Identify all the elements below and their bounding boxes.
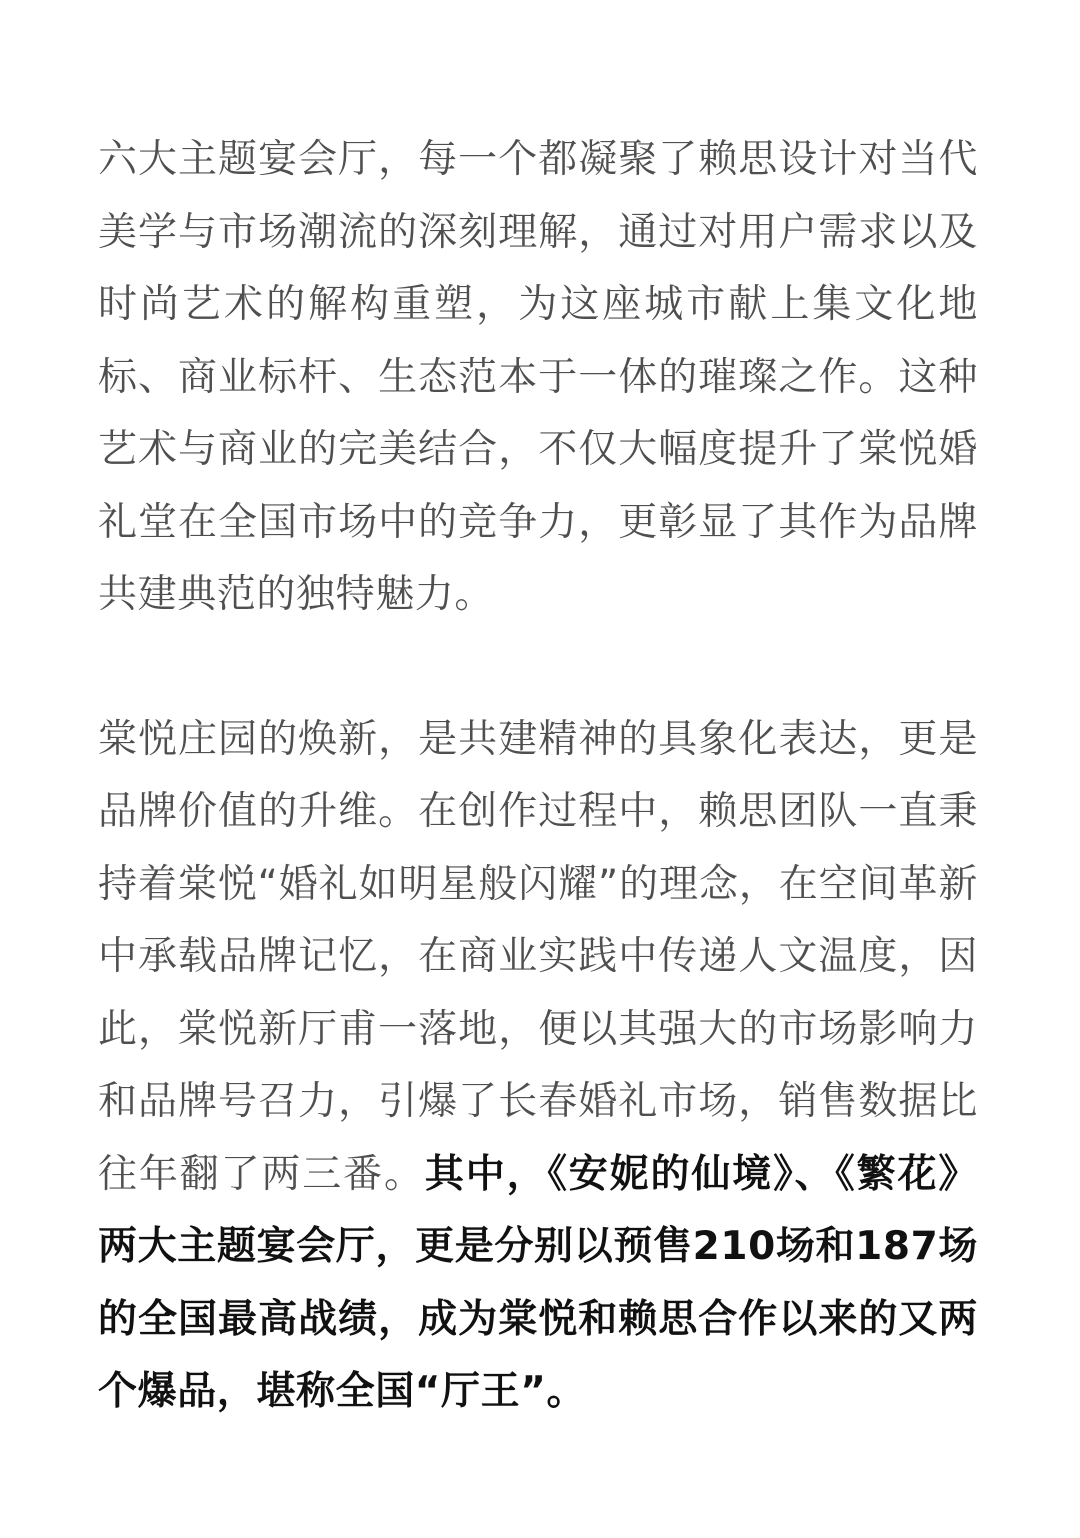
article-body <box>98 124 978 1429</box>
article-paragraph-1 <box>98 124 978 632</box>
paragraph-2-text: 棠悦庄园的焕新，是共建精神的具象化表达，更是品牌价值的升维。在创作过程中，赖思团队一直秉持着棠悦“婚礼如明星般闪耀”的理念，在空间革新中承载品牌记忆，在商业实践中传递人文温度，因此，棠悦新厅甫一落地，便以其强大的市场影响力和品牌号召力，引爆了长春婚礼市场，销售数据比往年翻了两三番。 <box>98 716 978 1197</box>
paragraph-2-highlight: 其中，《安妮的仙境》、《繁花》两大主题宴会厅，更是分别以预售210场和187场的全国最高战绩，成为棠悦和赖思合作以来的又两个爆品，堪称全国“厅王”。 <box>98 1151 978 1414</box>
article-paragraph-2 <box>98 704 978 1429</box>
paragraph-1-text: 六大主题宴会厅，每一个都凝聚了赖思设计对当代美学与市场潮流的深刻理解，通过对用户需求以及时尚艺术的解构重塑，为这座城市献上集文化地标、商业标杆、生态范本于一体的璀璨之作。这种艺术与商业的完美结合，不仅大幅度提升了棠悦婚礼堂在全国市场中的竞争力，更彰显了其作为品牌共建典范的独特魅力。 <box>98 137 978 617</box>
